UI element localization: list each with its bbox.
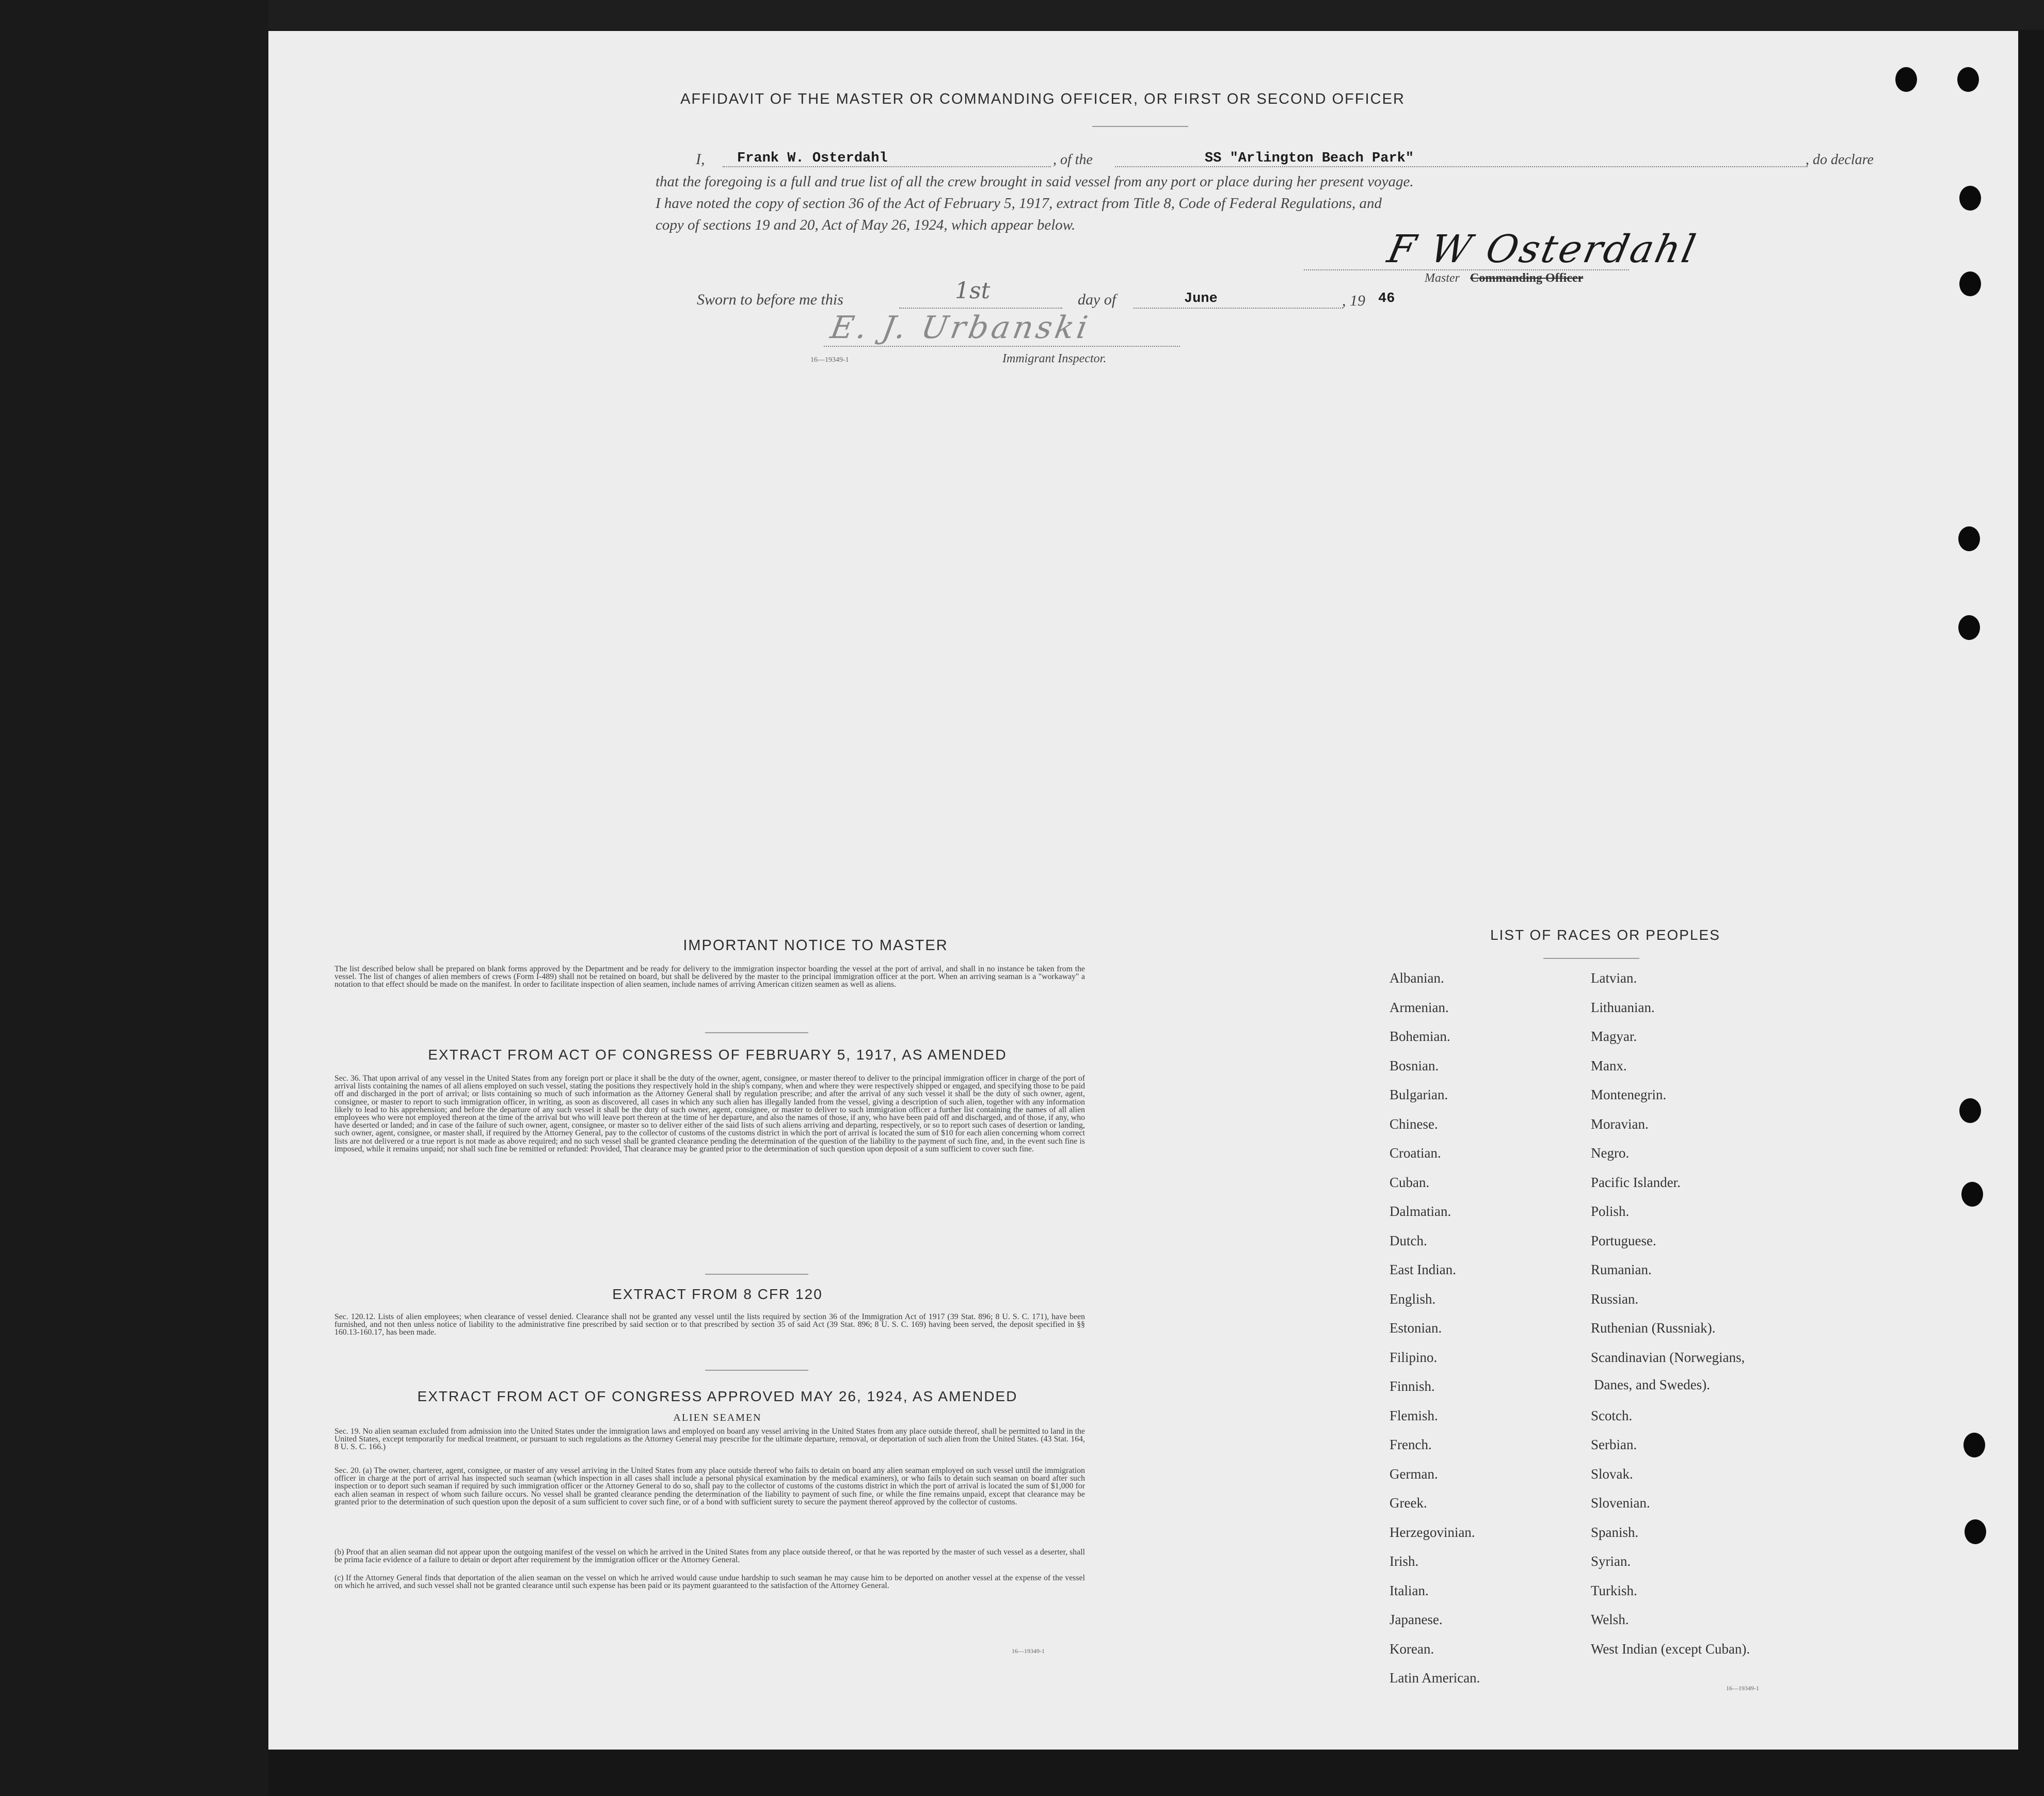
extract-1924-sec20a: Sec. 20. (a) The owner, charterer, agent, consignee, or master of any vessel arriving in the United States from any place outside thereof who fails to detain on board any alien seaman employed on such vessel until the immigration officer in charge at the port of arrival has inspected such seaman (which inspection in all cases shall include a personal physical examination by the medical examiners), or who fails to detain such seaman on board after such inspection or to deport such seaman if required by such immigration officer or the Attorney General to do so, shall pay to the collector of customs of the customs district in which the port of arrival is located the sum of $1,000 for each alien seaman in respect of whom such failure occurs. No vessel shall be granted clearance pending the determination of the liability to payment of such fine, or while the fine remains unpaid, except that clearance may be granted prior to the determination of such question upon the deposit of a sum sufficient to cover such fine, or of a bond with sufficient surety to secure the payment thereof approved by the collector of customs. <box>334 1466 1085 1506</box>
punch-hole <box>1961 1182 1983 1207</box>
affidavit-do-declare: , do declare <box>1806 152 1874 168</box>
notice-divider <box>705 1032 808 1033</box>
scan-edge-top <box>0 0 2044 30</box>
vessel-name: SS "Arlington Beach Park" <box>1205 151 1414 166</box>
race-item: English. <box>1390 1291 1436 1307</box>
extract-1924-subtitle: ALIEN SEAMEN <box>673 1412 762 1423</box>
race-item: Bosnian. <box>1390 1057 1439 1073</box>
extract-cfr-title: EXTRACT FROM 8 CFR 120 <box>612 1286 823 1302</box>
affidavit-of-the: , of the <box>1053 152 1093 168</box>
punch-hole <box>1963 1433 1985 1457</box>
extract-1917-divider <box>705 1274 808 1275</box>
races-title: LIST OF RACES OR PEOPLES <box>1490 927 1720 943</box>
race-item: Pacific Islander. <box>1591 1174 1681 1190</box>
race-item: French. <box>1390 1437 1432 1452</box>
master-caption-struck: Commanding Officer <box>1470 271 1584 285</box>
punch-hole <box>1965 1519 1986 1544</box>
extract-1924-title: EXTRACT FROM ACT OF CONGRESS APPROVED MAY 26, 1924, AS AMENDED <box>417 1388 1018 1404</box>
extract-1917-title: EXTRACT FROM ACT OF CONGRESS OF FEBRUARY 5, 1917, AS AMENDED <box>428 1047 1007 1063</box>
affidavit-i-label: I, <box>696 151 705 168</box>
affidavit-line-2: that the foregoing is a full and true list of all the crew brought in said vessel from any port or place during her present voyage. <box>656 173 1414 190</box>
race-item: Slovak. <box>1591 1466 1633 1482</box>
affidavit-title: AFFIDAVIT OF THE MASTER OR COMMANDING OFFICER, OR FIRST OR SECOND OFFICER <box>680 91 1405 107</box>
races-form-code: 16—19349-1 <box>1726 1685 1759 1692</box>
race-item: Portuguese. <box>1591 1232 1656 1248</box>
punch-hole <box>1959 271 1981 296</box>
punch-hole <box>1959 1098 1981 1123</box>
scan-edge-left <box>0 0 268 1796</box>
race-item: Japanese. <box>1390 1612 1443 1627</box>
race-item: Irish. <box>1390 1553 1419 1569</box>
race-item: Albanian. <box>1390 970 1444 986</box>
race-item: Manx. <box>1591 1057 1627 1073</box>
sworn-day: 1st <box>955 278 991 304</box>
document-page <box>268 31 2018 1750</box>
sworn-month-line <box>1133 308 1343 309</box>
race-item: Korean. <box>1390 1641 1434 1657</box>
extract-1917-text: Sec. 36. That upon arrival of any vessel in the United States from any foreign port or place it shall be the duty of the owner, agent, consignee, or master thereof to deliver to the principal immigration officer in charge of the port of arrival lists containing the names of all aliens employed on such vessel, stating the positions they respectively hold in the ship's company, when and where they were respectively shipped or engaged, and specifying those to be paid off and discharged in the port of arrival; or lists containing so much of such information as the Attorney General shall by regulation prescribe; and after the arrival of any such vessel it shall be the duty of such owner, agent, consignee, or master to report to such immigration officer, in writing, as soon as discovered, all cases in which any such alien has illegally landed from the vessel, giving a description of such alien, together with any information likely to lead to his apprehension; and before the departure of any such vessel it shall be the duty of such owner, agent, consignee, or master to deliver to such immigration officer a further list containing the names of all alien employees who were not employed thereon at the time of the arrival but who will leave port thereon at the time of her departure, and also the names of those, if any, who have been paid off and discharged, and of those, if any, who have deserted or landed; and in case of the failure of such owner, agent, consignee, or master so to deliver either of the said lists of such aliens arriving and departing, respectively, or so to report such cases of desertion or landing, such owner, agent, consignee, or master shall, if required by the Attorney General, pay to the collector of customs of the customs district in which the port of arrival is located the sum of $10 for each alien concerning whom correct lists are not delivered or a true report is not made as above required; and no such vessel shall be granted clearance pending the determination of the question of the liability to the payment of such fine, and, in the event such fine is imposed, while it remains unpaid; nor shall such fine be remitted or refunded: Provided, That clearance may be granted prior to the determination of such question upon deposit of a sum sufficient to cover such fine. <box>334 1074 1085 1153</box>
race-item: Latvian. <box>1591 970 1637 986</box>
race-item: Bohemian. <box>1390 1029 1450 1044</box>
race-item: Dutch. <box>1390 1232 1427 1248</box>
master-signature-line <box>1304 269 1629 270</box>
race-item: Scotch. <box>1591 1407 1633 1423</box>
race-item: East Indian. <box>1390 1262 1456 1277</box>
title-divider <box>1092 126 1188 127</box>
race-item: Slovenian. <box>1591 1495 1650 1511</box>
race-item: Rumanian. <box>1591 1262 1652 1277</box>
race-item: Italian. <box>1390 1582 1429 1598</box>
sworn-month: June <box>1184 291 1218 307</box>
punch-hole <box>1958 615 1980 640</box>
race-item: Herzegovinian. <box>1390 1524 1475 1540</box>
race-item: Moravian. <box>1591 1116 1649 1132</box>
punch-hole <box>1959 186 1981 211</box>
race-item: Cuban. <box>1390 1174 1430 1190</box>
extract-cfr-divider <box>705 1370 808 1371</box>
race-item: Ruthenian (Russniak). <box>1591 1320 1716 1336</box>
race-item: Spanish. <box>1591 1524 1639 1540</box>
race-item: Estonian. <box>1390 1320 1442 1336</box>
race-item-continuation: Danes, and Swedes). <box>1594 1377 1710 1392</box>
race-item: Filipino. <box>1390 1349 1438 1365</box>
inspector-signature-line <box>824 346 1180 347</box>
race-item: Greek. <box>1390 1495 1427 1511</box>
inspector-signature: E. J. Urbanski <box>827 310 1094 346</box>
race-item: Lithuanian. <box>1591 999 1655 1015</box>
race-item: Croatian. <box>1390 1145 1441 1161</box>
race-item: German. <box>1390 1466 1438 1482</box>
race-item: Russian. <box>1591 1291 1639 1307</box>
race-item: Dalmatian. <box>1390 1204 1451 1219</box>
extract-1924-sec20c: (c) If the Attorney General finds that deportation of the alien seaman on the vessel on which he arrived would cause undue hardship to such seaman he may cause him to be deported on another vessel at the expense of the vessel on which he arrived, and such vessel shall not be granted clearance until such expense has been paid or its payment guaranteed to the satisfaction of the Attorney General. <box>334 1574 1085 1591</box>
day-of-label: day of <box>1078 291 1116 308</box>
sworn-day-line <box>899 308 1062 309</box>
affidavit-line-3: I have noted the copy of section 36 of the Act of February 5, 1917, extract from Title 8, Code of Federal Regulations, and <box>656 195 1382 212</box>
master-caption: Master <box>1425 271 1460 285</box>
extract-cfr-text: Sec. 120.12. Lists of alien employees; when clearance of vessel denied. Clearance shall not be granted any vessel until the lists required by section 36 of the Immigration Act of 1917 (39 Stat. 896; 8 U. S. C. 171), have been furnished, and not then unless notice of liability to the administrative fine prescribed by said section or to that prescribed by section 35 of said Act (39 Stat. 896; 8 U. S. C. 169) having been served, the deposit specified in §§ 160.13-160.17, has been made. <box>334 1312 1085 1337</box>
race-item: Syrian. <box>1591 1553 1631 1569</box>
extract-1924-sec20b: (b) Proof that an alien seaman did not appear upon the outgoing manifest of the vessel on which he arrived in the United States from any place outside thereof, or that he was reported by the master of such vessel as a deserter, shall be prima facie evidence of a failure to detain or deport after requirement by the immigration officer or the Attorney General. <box>334 1548 1085 1565</box>
sworn-label: Sworn to before me this <box>697 291 843 308</box>
race-item: Welsh. <box>1591 1612 1629 1627</box>
race-item: Bulgarian. <box>1390 1087 1448 1102</box>
year-prefix: , 19 <box>1342 292 1365 309</box>
race-item: West Indian (except Cuban). <box>1591 1641 1750 1657</box>
race-item: Finnish. <box>1390 1378 1435 1394</box>
punch-hole <box>1957 67 1979 92</box>
races-divider <box>1543 958 1639 959</box>
vessel-name-line <box>1115 166 1808 167</box>
race-item: Armenian. <box>1390 999 1449 1015</box>
notice-title: IMPORTANT NOTICE TO MASTER <box>683 937 948 954</box>
punch-hole <box>1958 526 1980 551</box>
extract-form-code: 16—19349-1 <box>1012 1647 1045 1655</box>
sworn-year: 46 <box>1378 291 1395 307</box>
affidavit-form-code: 16—19349-1 <box>810 356 849 364</box>
race-item: Montenegrin. <box>1591 1087 1667 1102</box>
race-item: Latin American. <box>1390 1670 1480 1686</box>
race-item: Scandinavian (Norwegians, <box>1591 1349 1745 1365</box>
master-name: Frank W. Osterdahl <box>737 151 888 166</box>
race-item: Polish. <box>1591 1204 1630 1219</box>
notice-text: The list described below shall be prepared on blank forms approved by the Department and be ready for delivery to the immigration inspector boarding the vessel at the port of arrival, and shall in no instance be taken from the vessel. The list of changes of alien members of crews (Form I-489) shall not be retained on board, but shall be delivered by the master to the principal immigration officer at the port. When an arriving seaman is a "workaway" a notation to that effect should be made on the manifest. In order to facilitate inspection of alien seamen, include names of arriving American citizen seamen as well as aliens. <box>334 965 1085 989</box>
punch-hole <box>1895 67 1917 92</box>
extract-1924-sec19: Sec. 19. No alien seaman excluded from admission into the United States under the immigration laws and employed on board any vessel arriving in the United States from any place outside thereof, shall be permitted to land in the United States, except temporarily for medical treatment, or pursuant to such regulations as the Attorney General may prescribe for the ultimate departure, removal, or deportation of such alien from the United States. (43 Stat. 164, 8 U. S. C. 166.) <box>334 1427 1085 1452</box>
race-item: Flemish. <box>1390 1407 1438 1423</box>
race-item: Magyar. <box>1591 1029 1637 1044</box>
master-name-line <box>723 166 1051 167</box>
master-signature: F W Osterdahl <box>1383 227 1701 271</box>
race-item: Serbian. <box>1591 1437 1637 1452</box>
affidavit-line-4: copy of sections 19 and 20, Act of May 26, 1924, which appear below. <box>656 217 1076 233</box>
race-item: Turkish. <box>1591 1582 1637 1598</box>
race-item: Negro. <box>1591 1145 1630 1161</box>
race-item: Chinese. <box>1390 1116 1438 1132</box>
inspector-caption: Immigrant Inspector. <box>1002 352 1107 365</box>
